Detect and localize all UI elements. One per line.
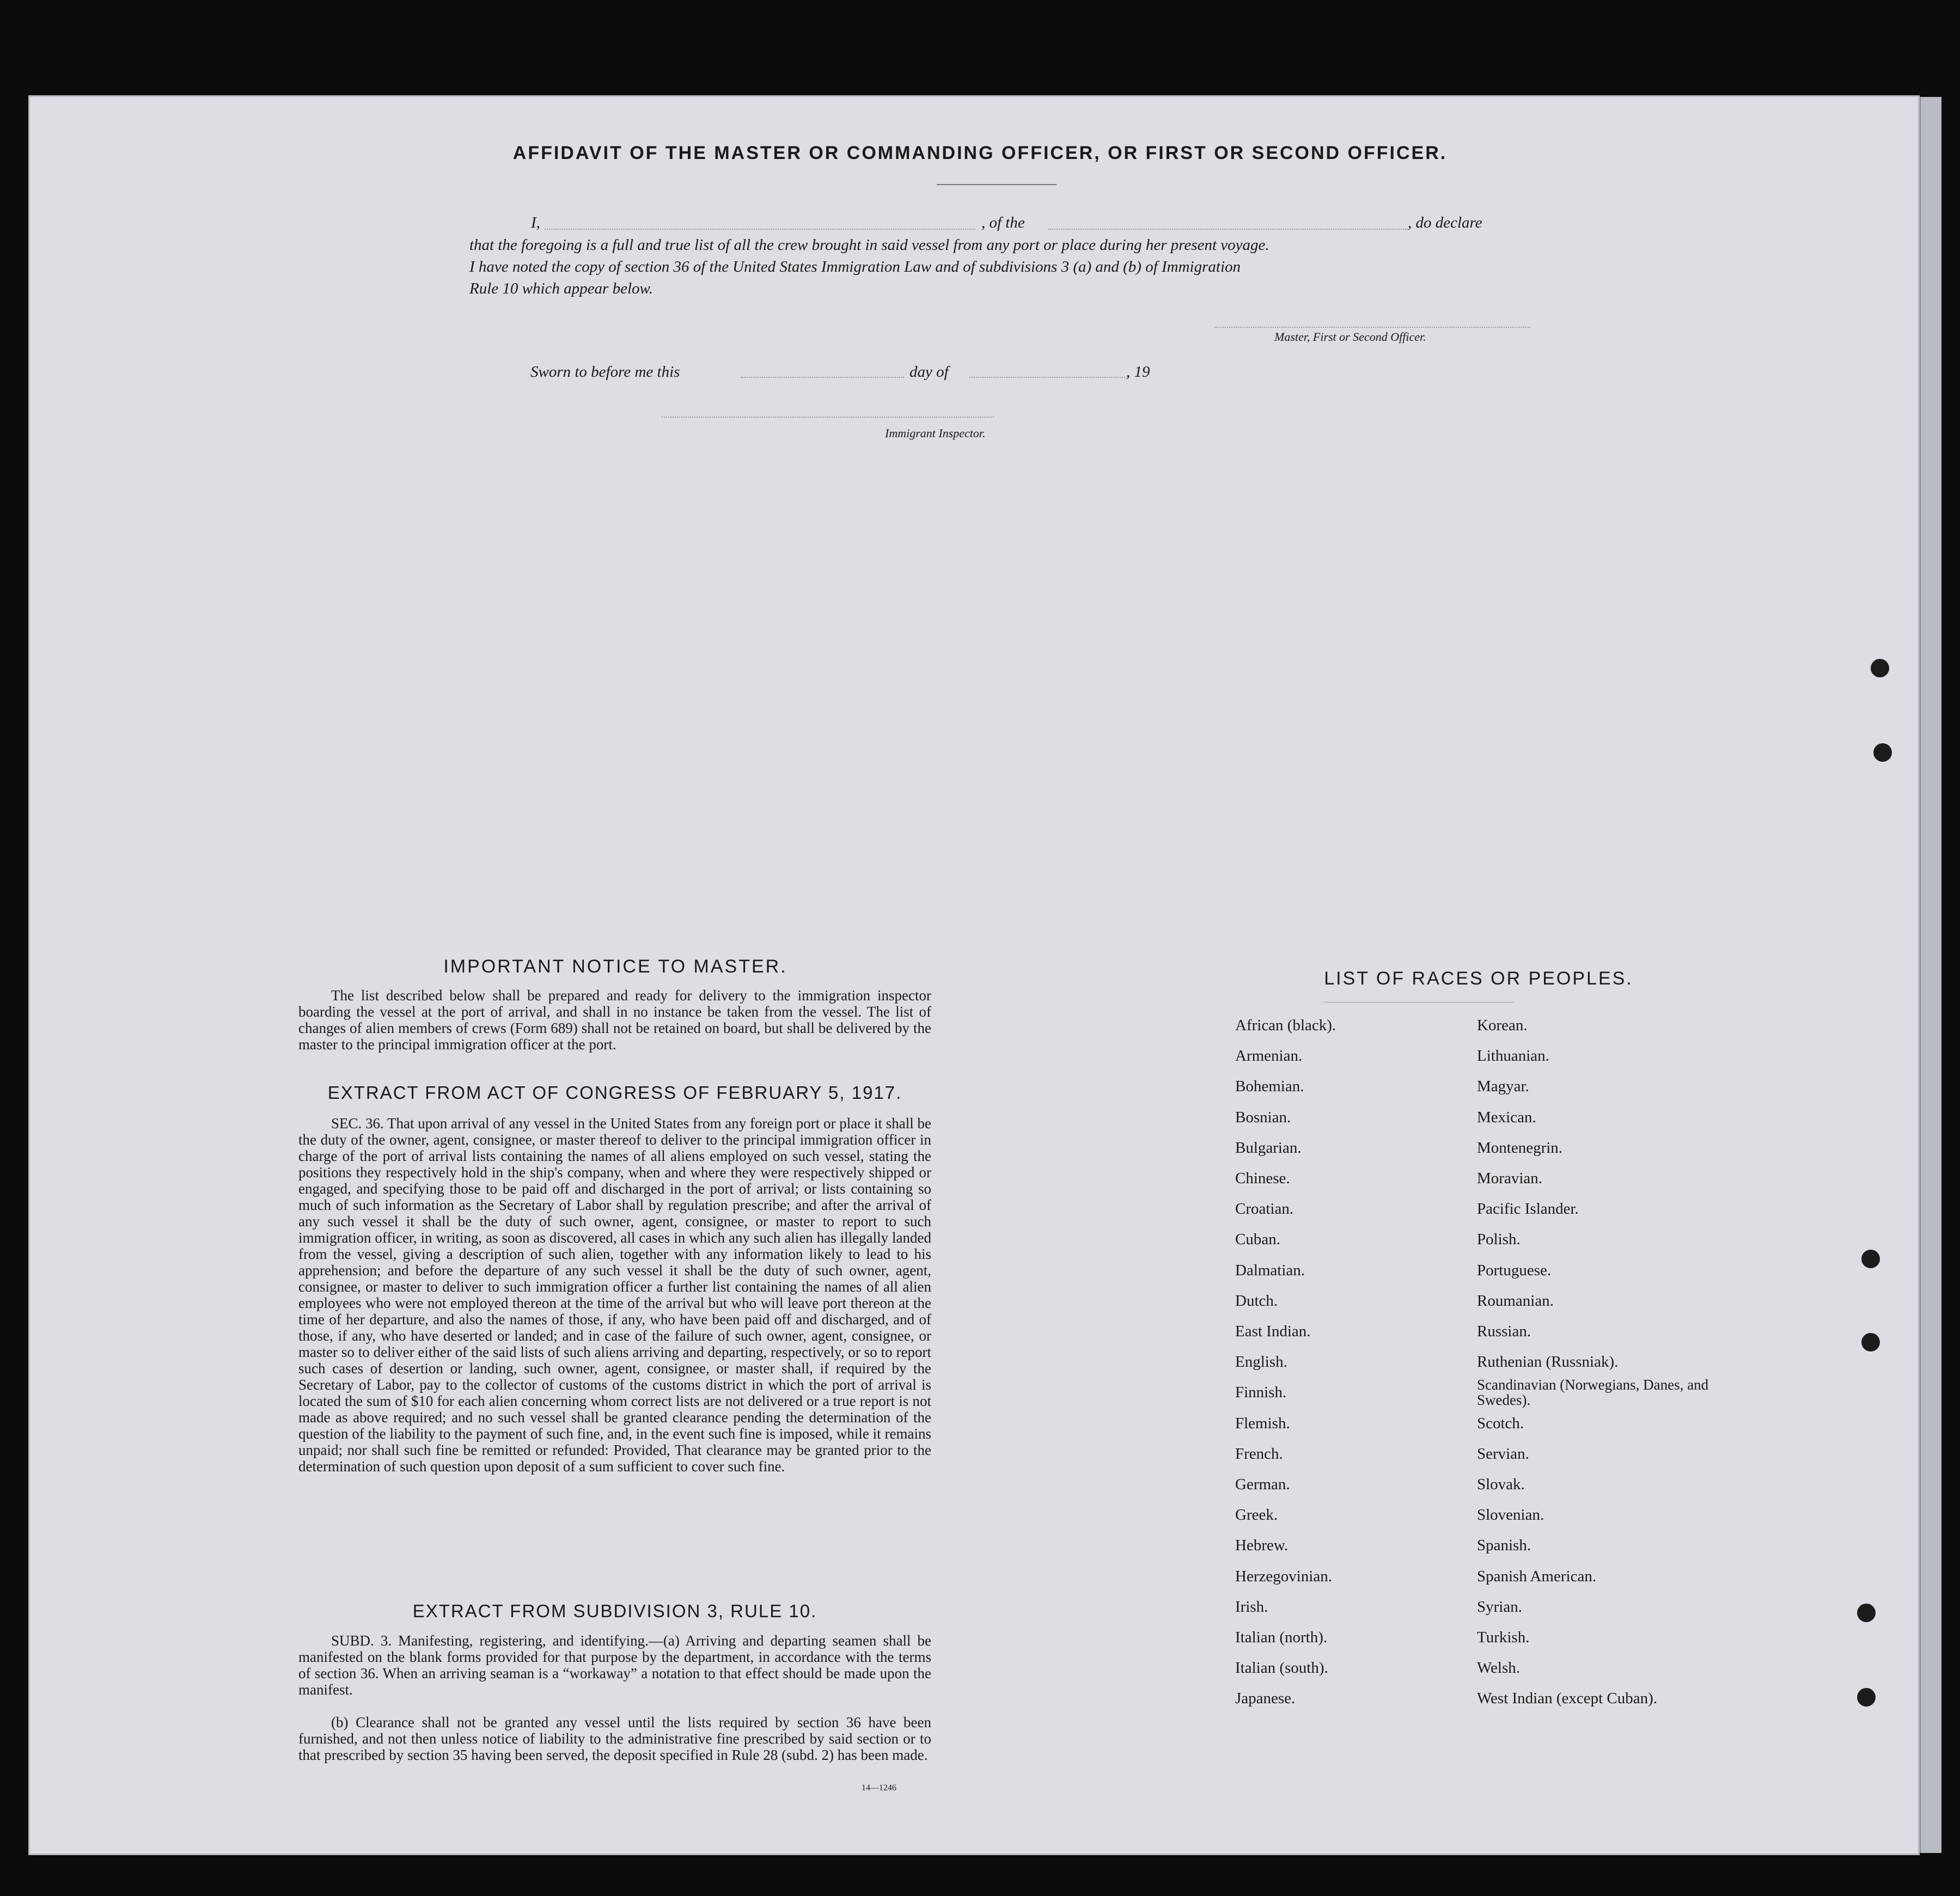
race-item: Moravian. [1477,1170,1542,1188]
race-item: Bohemian. [1235,1078,1304,1096]
race-item: Spanish American. [1477,1567,1597,1585]
race-item: English. [1235,1353,1287,1371]
race-item: Dalmatian. [1235,1261,1305,1279]
race-item: Slovak. [1477,1476,1525,1494]
race-item: Russian. [1477,1323,1531,1341]
affidavit-line-3: I have noted the copy of section 36 of the United States Immigration Law and of subdivisions 3 (a) and (b) of Immigration [469,258,1241,276]
race-item: Turkish. [1477,1629,1530,1647]
form-number: 14—1246 [862,1783,896,1793]
race-item: Herzegovinian. [1235,1567,1332,1585]
affidavit-i: I, [531,214,540,231]
race-item: African (black). [1235,1017,1336,1034]
affidavit-of-the: , of the [981,214,1025,231]
race-item: Finnish. [1235,1384,1287,1402]
race-item: Roumanian. [1477,1292,1554,1310]
inspector-label: Immigrant Inspector. [885,426,986,440]
race-item: Polish. [1477,1231,1521,1249]
race-item: Hebrew. [1235,1537,1289,1555]
race-item: Irish. [1235,1598,1268,1616]
inspector-signature-line [662,417,994,418]
binder-hole [1873,743,1892,762]
race-item: Cuban. [1235,1231,1280,1249]
race-item: Flemish. [1235,1414,1290,1432]
race-item: Mexican. [1477,1108,1536,1126]
binder-hole [1857,1688,1876,1707]
race-item: Bosnian. [1235,1108,1291,1126]
vessel-field-line [1048,229,1408,230]
race-item: West Indian (except Cuban). [1477,1690,1658,1708]
binder-hole [1861,1333,1880,1351]
master-label: Master, First or Second Officer. [1274,330,1426,344]
race-item: Croatian. [1235,1200,1294,1218]
race-item: Pacific Islander. [1477,1200,1579,1218]
race-item: French. [1235,1445,1283,1463]
name-field-line [545,229,975,230]
race-item: Armenian. [1235,1047,1303,1065]
binder-hole [1857,1604,1876,1622]
race-item: Scotch. [1477,1414,1524,1432]
affidavit-title: AFFIDAVIT OF THE MASTER OR COMMANDING OFFICER, OR FIRST OR SECOND OFFICER. [512,143,1448,163]
extract-rule-text-b: (b) Clearance shall not be granted any vessel until the lists required by section 36 have been furnished, and not then unless notice of liability to the administrative fine prescribed by said section or to that prescribed by section 35 having been served, the deposit specified in Rule 28 (subd. 2) has been made. [298,1714,931,1763]
extract-act-title: EXTRACT FROM ACT OF CONGRESS OF FEBRUARY 5, 1917. [327,1082,902,1103]
day-of-text: day of [909,363,949,381]
race-item: East Indian. [1235,1323,1311,1341]
affidavit-do-declare: , do declare [1408,214,1482,231]
race-item: Japanese. [1235,1690,1296,1708]
notice-text: The list described below shall be prepared and ready for delivery to the immigration inspector boarding the vessel at the port of arrival, and shall in no instance be taken from the vessel. The list of changes of alien members of crews (Form 689) shall not be retained on board, but shall be delivered by the master to the principal immigration officer at the port. [298,987,931,1053]
race-item: Italian (north). [1235,1629,1328,1647]
race-item: Scandinavian (Norwegians, Danes, and Swedes). [1477,1377,1709,1409]
extract-rule-title: EXTRACT FROM SUBDIVISION 3, RULE 10. [412,1601,817,1621]
race-item: Bulgarian. [1235,1139,1302,1157]
races-column-1 [1235,1010,1464,1714]
page-edge [1920,97,1941,1853]
race-item: Italian (south). [1235,1659,1328,1677]
race-item: Lithuanian. [1477,1047,1549,1065]
race-item: Spanish. [1477,1537,1531,1555]
race-item: Ruthenian (Russniak). [1477,1353,1619,1371]
binder-hole [1871,659,1889,677]
extract-rule-text-a: SUBD. 3. Manifesting, registering, and identifying.—(a) Arriving and departing seamen shall be manifested on the blank forms provided for that purpose by the department, in accordance with the terms of section 36. When an arriving seaman is a “workaway” a notation to that effect should be made upon the manifest. [298,1632,931,1698]
title-divider [937,184,1057,185]
race-item: Portuguese. [1477,1261,1552,1279]
notice-title: IMPORTANT NOTICE TO MASTER. [443,956,787,977]
affidavit-line-4: Rule 10 which appear below. [469,280,653,297]
race-item: Montenegrin. [1477,1139,1563,1157]
month-field-line [969,377,1127,378]
affidavit-line-2: that the foregoing is a full and true list of all the crew brought in said vessel from any port or place during her present voyage. [469,236,1269,254]
race-item: Greek. [1235,1506,1278,1524]
races-column-2 [1477,1010,1760,1714]
race-item: Syrian. [1477,1598,1522,1616]
race-item: Chinese. [1235,1170,1290,1188]
race-item: Welsh. [1477,1659,1521,1677]
race-item: Slovenian. [1477,1506,1544,1524]
year-text: , 19 [1126,363,1150,381]
race-item: Magyar. [1477,1078,1529,1096]
binder-hole [1861,1250,1880,1268]
race-item: German. [1235,1476,1290,1494]
races-title: LIST OF RACES OR PEOPLES. [1324,968,1633,989]
master-signature-line [1214,327,1530,328]
race-item: Dutch. [1235,1292,1278,1310]
race-item: Servian. [1477,1445,1529,1463]
race-item: Korean. [1477,1017,1528,1034]
sworn-text: Sworn to before me this [530,363,680,381]
day-field-line [741,377,904,378]
extract-act-text: SEC. 36. That upon arrival of any vessel in the United States from any foreign port or place it shall be the duty of the owner, agent, consignee, or master thereof to deliver to the principal immigration officer in charge of the port of arrival lists containing the names of all aliens employed on such vessel, stating the positions they respectively hold in the ship's company, when and where they were respectively shipped or engaged, and specifying those to be paid off and discharged in the port of arrival; or lists containing so much of such information as the Secretary of Labor shall by regulation prescribe; and after the arrival of any such vessel it shall be the duty of such owner, agent, consignee, or master to report to such immigration officer, in writing, as soon as discovered, all cases in which any such alien has illegally landed from the vessel, giving a description of such alien, together with any information likely to lead to his apprehension; and before the departure of any such vessel it shall be the duty of such owner, agent, consignee, or master to deliver to such immigration officer a further list containing the names of all alien employees who were not employed thereon at the time of the arrival but who will leave port thereon at the time of her departure, and also the names of those, if any, who have been paid off and discharged, and of those, if any, who have deserted or landed; and in case of the failure of such owner, agent, consignee, or master so to deliver either of the said lists of such aliens arriving and departing, respectively, or so to report such cases of desertion or landing, such owner, agent, consignee, or master shall, if required by the Secretary of Labor, pay to the collector of customs of the customs district in which the port of arrival is located the sum of $10 for each alien concerning whom correct lists are not delivered or a true report is not made as above required; and no such vessel shall be granted clearance pending the determination of the question of the liability to the payment of such fine, and, in the event such fine is imposed, while it remains unpaid; nor shall such fine be remitted or refunded: Provided, That clearance may be granted prior to the determination of such question upon deposit of a sum sufficient to cover such fine. [298,1115,931,1475]
